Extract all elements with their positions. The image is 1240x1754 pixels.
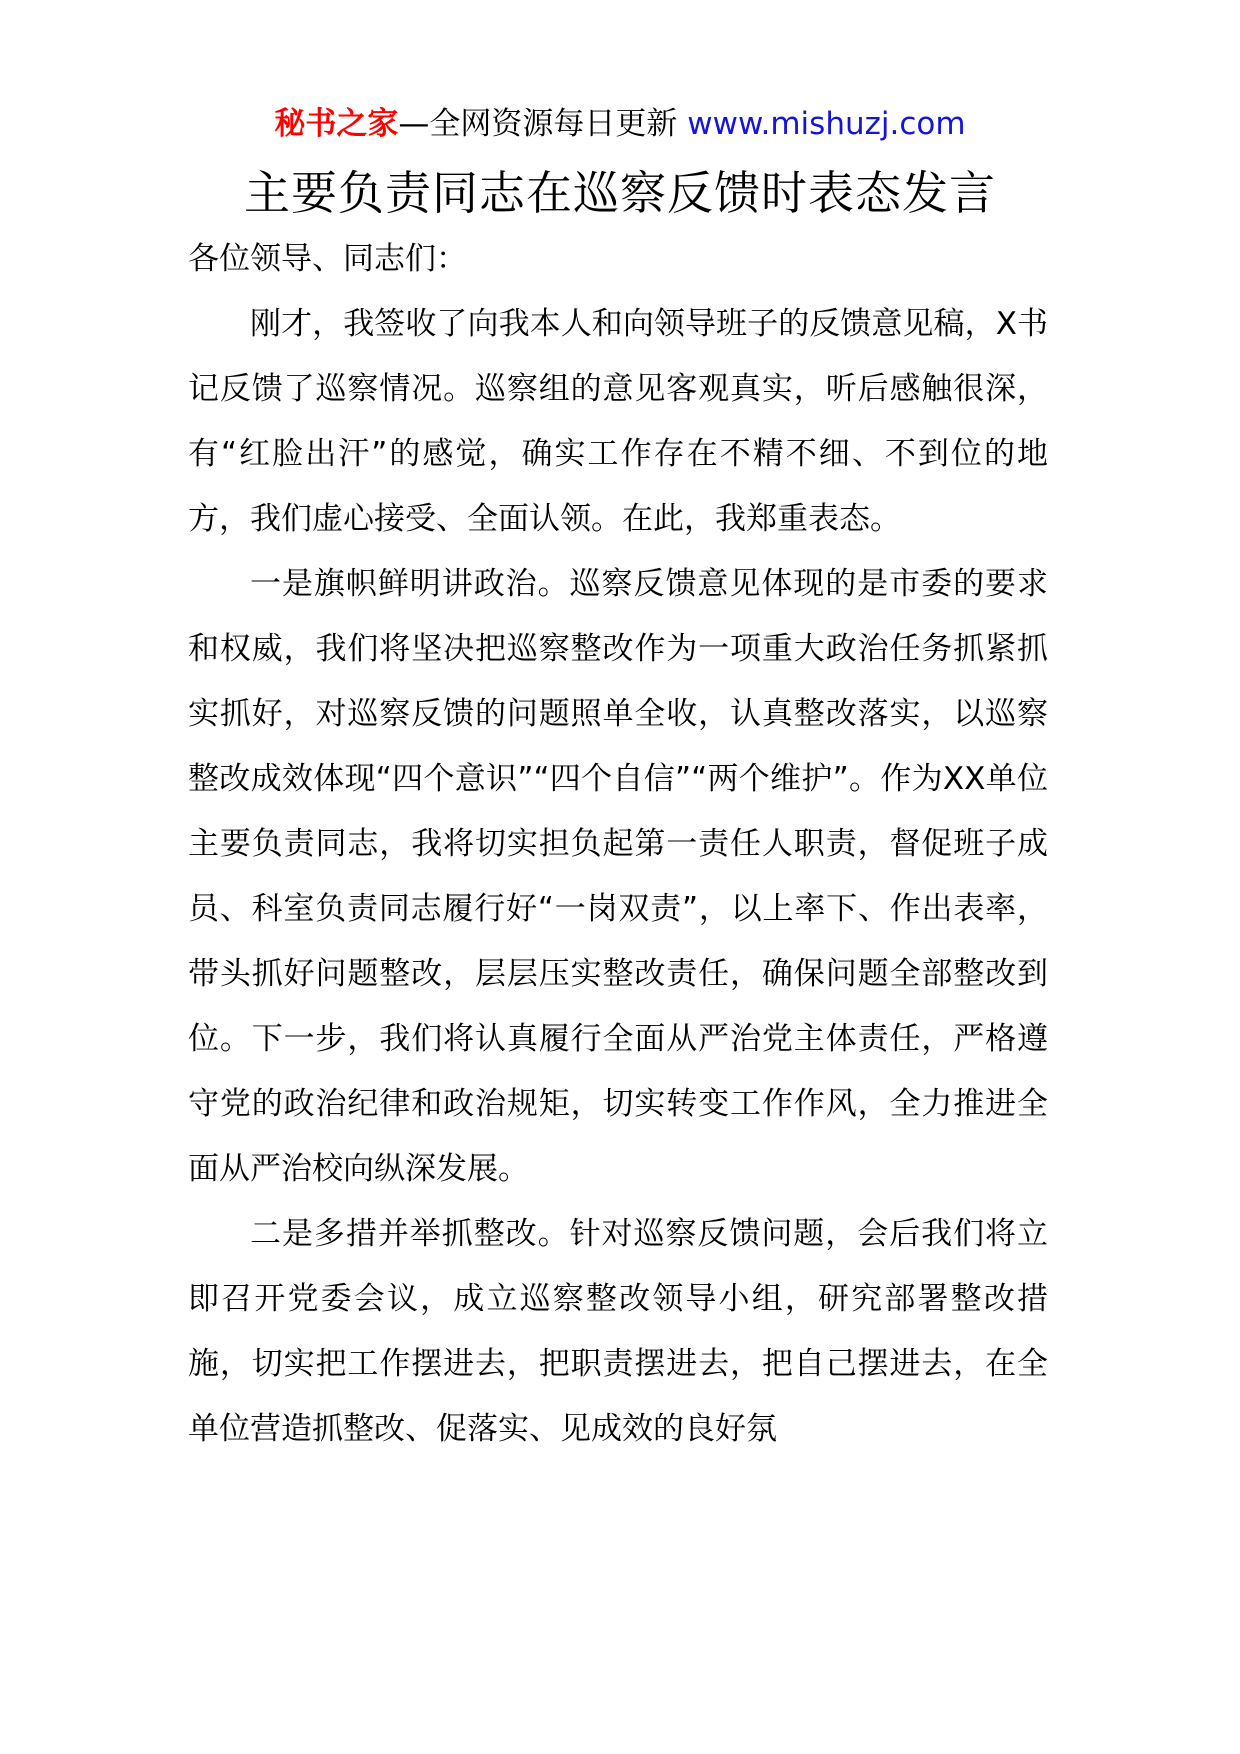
document-title: 主要负责同志在巡察反馈时表态发言 bbox=[244, 166, 996, 220]
paragraph-opening: 刚才，我签收了向我本人和向领导班子的反馈意见稿，X书记反馈了巡察情况。巡察组的意见客观真实，听后感触很深，有“红脸出汗”的感觉，确实工作存在不精不细、不到位的地方，我们虚心接受、全面认领。在此，我郑重表态。 bbox=[188, 306, 1048, 537]
salutation: 各位领导、同志们： bbox=[188, 241, 467, 277]
site-url-link[interactable]: www.mishuzj.com bbox=[687, 106, 966, 142]
paragraph-point-one: 一是旗帜鲜明讲政治。巡察反馈意见体现的是市委的要求和权威，我们将坚决把巡察整改作为一项重大政治任务抓紧抓实抓好，对巡察反馈的问题照单全收，认真整改落实，以巡察整改成效体现“四个意识”“四个自信”“两个维护”。作为XX单位主要负责同志，我将切实担负起第一责任人职责，督促班子成员、科室负责同志履行好“一岗双责”，以上率下、作出表率，带头抓好问题整改，层层压实整改责任，确保问题全部整改到位。下一步，我们将认真履行全面从严治党主体责任，严格遵守党的政治纪律和政治规矩，切实转变工作作风，全力推进全面从严治校向纵深发展。 bbox=[188, 566, 1048, 1187]
site-tagline: —全网资源每日更新 bbox=[398, 106, 688, 142]
paragraph-point-two: 二是多措并举抓整改。针对巡察反馈问题，会后我们将立即召开党委会议，成立巡察整改领导小组，研究部署整改措施，切实把工作摆进去，把职责摆进去，把自己摆进去，在全单位营造抓整改、促落实、见成效的良好氛 bbox=[188, 1216, 1048, 1447]
site-name: 秘书之家 bbox=[274, 106, 399, 142]
document-body bbox=[188, 227, 1048, 1462]
site-header bbox=[0, 100, 1240, 148]
